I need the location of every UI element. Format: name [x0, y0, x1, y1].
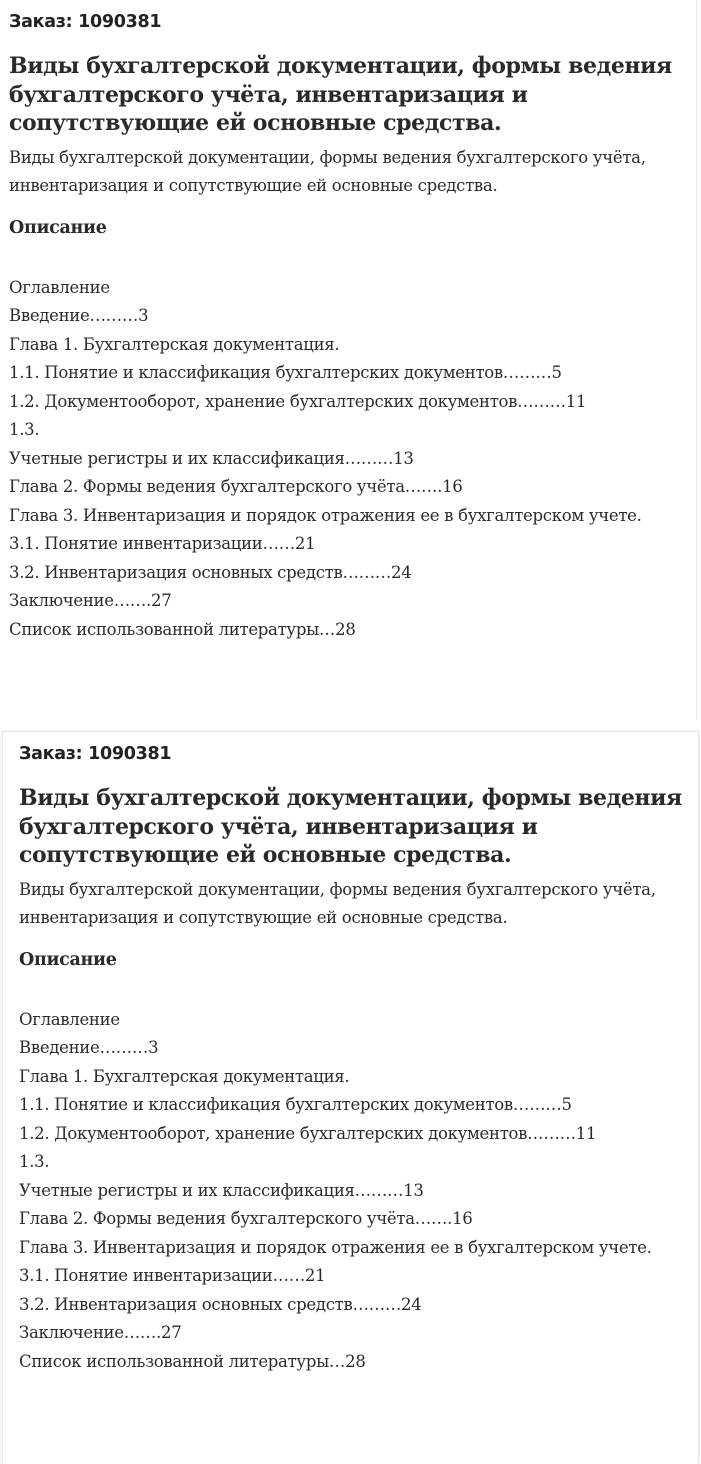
toc-item: 1.1. Понятие и классификация бухгалтерских документов………5 — [9, 363, 562, 382]
toc-item: Заключение…….27 — [19, 1323, 182, 1342]
toc-item: 1.3. — [9, 420, 40, 439]
toc-item: 3.2. Инвентаризация основных средств………24 — [19, 1294, 422, 1314]
order-card-duplicate — [2, 731, 699, 1464]
toc-item: Глава 3. Инвентаризация и порядок отражения ее в бухгалтерском учете. — [9, 505, 642, 525]
toc-item: Глава 2. Формы ведения бухгалтерского учёта…….16 — [9, 477, 463, 496]
toc-item: Оглавление — [19, 1009, 120, 1029]
toc-item: 3.1. Понятие инвентаризации……21 — [9, 534, 316, 553]
toc-item: Заключение…….27 — [9, 591, 172, 610]
toc-item: 1.3. — [19, 1152, 50, 1171]
order-number: Заказ: 1090381 — [9, 12, 162, 32]
toc-item: 1.2. Документооборот, хранение бухгалтерских документов………11 — [19, 1123, 597, 1143]
toc-item: Глава 1. Бухгалтерская документация. — [9, 334, 340, 354]
toc-item: Список использованной литературы…28 — [19, 1351, 366, 1371]
toc-item: Глава 3. Инвентаризация и порядок отражения ее в бухгалтерском учете. — [19, 1237, 652, 1257]
toc-item: Учетные регистры и их классификация………13 — [19, 1180, 424, 1200]
toc-item: Введение………3 — [19, 1038, 159, 1057]
work-subtitle: Виды бухгалтерской документации, формы ведения бухгалтерского учёта, инвентаризация и сопутствующие ей основные средства. — [19, 879, 656, 927]
toc-item: Глава 2. Формы ведения бухгалтерского учёта…….16 — [19, 1209, 473, 1228]
work-title: Виды бухгалтерской документации, формы ведения бухгалтерского учёта, инвентаризация и сопутствующие ей основные средства. — [9, 53, 672, 136]
toc-item: 1.1. Понятие и классификация бухгалтерских документов………5 — [19, 1095, 572, 1114]
toc-item: 3.2. Инвентаризация основных средств………24 — [9, 562, 412, 582]
toc-item: Глава 1. Бухгалтерская документация. — [19, 1066, 350, 1086]
table-of-contents — [19, 1006, 690, 1377]
toc-item: Учетные регистры и их классификация………13 — [9, 448, 414, 468]
table-of-contents — [9, 274, 688, 645]
toc-item: 3.1. Понятие инвентаризации……21 — [19, 1266, 326, 1285]
toc-item: Введение………3 — [9, 306, 149, 325]
toc-item: Список использованной литературы…28 — [9, 619, 356, 639]
description-heading: Описание — [9, 217, 107, 238]
order-number: Заказ: 1090381 — [19, 744, 172, 764]
description-heading: Описание — [19, 949, 117, 970]
toc-item: Оглавление — [9, 277, 110, 297]
work-subtitle: Виды бухгалтерской документации, формы ведения бухгалтерского учёта, инвентаризация и сопутствующие ей основные средства. — [9, 147, 646, 195]
work-title: Виды бухгалтерской документации, формы ведения бухгалтерского учёта, инвентаризация и сопутствующие ей основные средства. — [19, 785, 682, 868]
toc-item: 1.2. Документооборот, хранение бухгалтерских документов………11 — [9, 391, 587, 411]
order-card — [0, 0, 697, 720]
